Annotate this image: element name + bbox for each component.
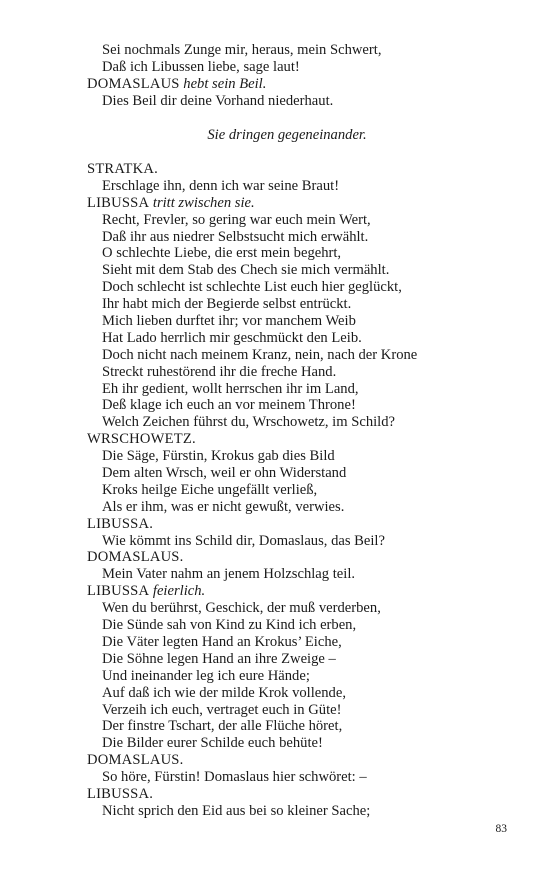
verse-line: Die Söhne legen Hand an ihre Zweige – [102,650,336,667]
verse-line: Daß ihr aus niedrer Selbstsucht mich erwählt. [102,228,369,245]
verse-line: Nicht sprich den Eid aus bei so kleiner Sache; [102,802,371,819]
verse-line: Ihr habt mich der Begierde selbst entrückt. [102,296,352,313]
speaker-line [87,76,487,93]
verse-line: Dem alten Wrsch, weil er ohn Widerstand [102,465,347,482]
verse-line: Die Säge, Fürstin, Krokus gab dies Bild [102,448,335,465]
verse-line: Wen du berührst, Geschick, der muß verderben, [102,600,381,617]
verse-line: Eh ihr gedient, wollt herrschen ihr im Land, [102,380,359,397]
speaker-name: LIBUSSA. [87,785,154,802]
speaker-line [87,431,487,448]
speaker-line [87,161,487,178]
speaker-name: DOMASLAUS. [87,752,184,769]
page-number: 83 [495,823,507,835]
speaker-name: STRATKA. [87,161,158,177]
verse-line: Wie kömmt ins Schild dir, Domaslaus, das Beil? [102,532,385,549]
speaker-line [87,752,487,769]
speaker-line [87,549,487,566]
speaker-line [87,516,487,533]
verse-line: Auf daß ich wie der milde Krok vollende, [102,684,346,701]
verse-line: Kroks heilge Eiche ungefällt verließ, [102,481,318,498]
verse-line: Recht, Frevler, so gering war euch mein Wert, [102,211,371,228]
verse-line: Welch Zeichen führst du, Wrschowetz, im Schild? [102,414,396,431]
verse-line: Streckt ruhestörend ihr die freche Hand. [102,363,337,380]
verse-line: Die Bilder eurer Schilde euch behüte! [102,735,323,752]
text-block-main [87,161,487,820]
stage-direction-inline: feierlich. [152,583,206,600]
verse-line: Doch schlecht ist schlechte List euch hier geglückt, [102,279,402,296]
verse-line: Daß ich Libussen liebe, sage laut! [102,58,300,75]
verse-line: Die Väter legten Hand an Krokus’ Eiche, [102,633,342,650]
verse-line: Mich lieben durftet ihr; vor manchem Weib [102,313,356,330]
speaker-name: LIBUSSA [87,194,150,211]
stage-direction-inline: tritt zwischen sie. [152,194,255,211]
verse-line: Erschlage ihn, denn ich war seine Braut! [102,177,340,194]
verse-line: So höre, Fürstin! Domaslaus hier schwöret: – [102,769,367,786]
verse-line: Deß klage ich euch an vor meinem Throne! [102,397,356,414]
speaker-name: DOMASLAUS. [87,549,184,566]
speaker-name: LIBUSSA [87,583,150,600]
verse-line: Verzeih ich euch, vertraget euch in Güte! [102,701,342,718]
speaker-line [87,583,487,600]
verse-line: Dies Beil dir deine Vorhand niederhaut. [102,92,334,109]
verse-line: O schlechte Liebe, die erst mein begehrt, [102,245,342,262]
verse-line: Mein Vater nahm an jenem Holzschlag teil. [102,566,356,583]
verse-line: Sieht mit dem Stab des Chech sie mich vermählt. [102,262,390,279]
verse-line: Der finstre Tschart, der alle Flüche höret, [102,718,343,735]
stage-direction-inline: hebt sein Beil. [183,75,267,92]
verse-line: Als er ihm, was er nicht gewußt, verwies. [102,498,345,515]
verse-line: Hat Lado herrlich mir geschmückt den Leib. [102,329,362,346]
verse-line: Sei nochmals Zunge mir, heraus, mein Schwert, [102,42,382,58]
verse-line: Doch nicht nach meinem Kranz, nein, nach der Krone [102,346,418,363]
text-block-top [87,42,487,110]
speaker-name: DOMASLAUS [87,75,180,92]
speaker-line [87,786,487,803]
stage-direction: Sie dringen gegeneinander. [207,127,367,143]
speaker-line [87,195,487,212]
speaker-name: LIBUSSA. [87,515,154,532]
verse-line: Die Sünde sah von Kind zu Kind ich erben, [102,617,357,634]
speaker-name: WRSCHOWETZ. [87,431,196,448]
verse-line: Und ineinander leg ich eure Hände; [102,667,310,684]
